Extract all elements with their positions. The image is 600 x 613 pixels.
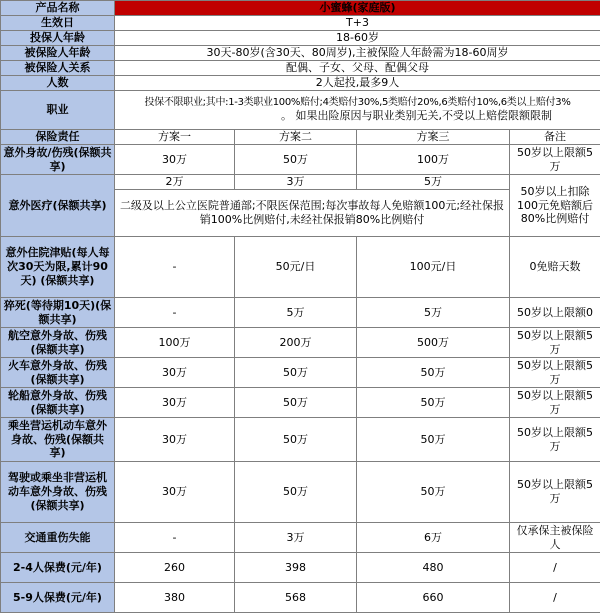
aviation-plan1: 100万 — [115, 328, 235, 358]
bus-plan3: 50万 — [357, 418, 510, 462]
sudden-death-plan1: - — [115, 298, 235, 328]
ship-plan2: 50万 — [235, 388, 357, 418]
train-plan3: 50万 — [357, 358, 510, 388]
premium-5-9-note: / — [510, 583, 600, 613]
driving-plan3: 50万 — [357, 462, 510, 523]
hospital-allowance-plan2: 50元/日 — [235, 237, 357, 298]
premium-2-4-plan2: 398 — [235, 553, 357, 583]
effective-date-value: T+3 — [115, 16, 600, 31]
medical-note: 50岁以上扣除100元免赔额后80%比例赔付 — [510, 175, 600, 237]
product-name-label: 产品名称 — [1, 1, 115, 16]
traffic-disability-label: 交通重伤失能 — [1, 523, 115, 553]
medical-desc: 二级及以上公立医院普通部;不限医保范围;每次事故每人免赔额100元;经社保报销100%比例赔付,未经社保报销80%比例赔付 — [115, 190, 510, 237]
ship-note: 50岁以上限额5万 — [510, 388, 600, 418]
accident-death-label: 意外身故/伤残(保额共享) — [1, 145, 115, 175]
occupation-label: 职业 — [1, 91, 115, 130]
premium-5-9-plan2: 568 — [235, 583, 357, 613]
accident-death-plan1: 30万 — [115, 145, 235, 175]
driving-plan1: 30万 — [115, 462, 235, 523]
accident-death-note: 50岁以上限额5万 — [510, 145, 600, 175]
policyholder-age-value: 18-60岁 — [115, 31, 600, 46]
ship-plan3: 50万 — [357, 388, 510, 418]
sudden-death-plan3: 5万 — [357, 298, 510, 328]
sudden-death-label: 猝死(等待期10天)(保额共享) — [1, 298, 115, 328]
traffic-disability-plan2: 3万 — [235, 523, 357, 553]
premium-2-4-label: 2-4人保费(元/年) — [1, 553, 115, 583]
medical-label: 意外医疗(保额共享) — [1, 175, 115, 237]
aviation-label: 航空意外身故、伤残(保额共享) — [1, 328, 115, 358]
accident-death-plan3: 100万 — [357, 145, 510, 175]
plan3-header: 方案三 — [357, 130, 510, 145]
train-note: 50岁以上限额5万 — [510, 358, 600, 388]
sudden-death-note: 50岁以上限额0 — [510, 298, 600, 328]
hospital-allowance-plan1: - — [115, 237, 235, 298]
insured-relation-value: 配偶、子女、父母、配偶父母 — [115, 61, 600, 76]
plan1-header: 方案一 — [115, 130, 235, 145]
accident-death-plan2: 50万 — [235, 145, 357, 175]
medical-plan2: 3万 — [235, 175, 357, 190]
sudden-death-plan2: 5万 — [235, 298, 357, 328]
headcount-value: 2人起投,最多9人 — [115, 76, 600, 91]
train-plan1: 30万 — [115, 358, 235, 388]
driving-note: 50岁以上限额5万 — [510, 462, 600, 523]
premium-5-9-plan3: 660 — [357, 583, 510, 613]
insured-age-label: 被保险人年龄 — [1, 46, 115, 61]
driving-label: 驾驶或乘坐非营运机动车意外身故、伤残(保额共享) — [1, 462, 115, 523]
aviation-plan3: 500万 — [357, 328, 510, 358]
product-name-value: 小蜜蜂(家庭版) — [115, 1, 600, 16]
premium-2-4-plan3: 480 — [357, 553, 510, 583]
hospital-allowance-plan3: 100元/日 — [357, 237, 510, 298]
bus-label: 乘坐营运机动车意外身故、伤残(保额共享) — [1, 418, 115, 462]
premium-2-4-note: / — [510, 553, 600, 583]
traffic-disability-plan1: - — [115, 523, 235, 553]
premium-5-9-plan1: 380 — [115, 583, 235, 613]
hospital-allowance-note: 0免赔天数 — [510, 237, 600, 298]
train-plan2: 50万 — [235, 358, 357, 388]
traffic-disability-note: 仅承保主被保险人 — [510, 523, 600, 553]
ship-label: 轮船意外身故、伤残(保额共享) — [1, 388, 115, 418]
note-header: 备注 — [510, 130, 600, 145]
occupation-desc — [115, 91, 600, 130]
bus-plan2: 50万 — [235, 418, 357, 462]
ship-plan1: 30万 — [115, 388, 235, 418]
effective-date-label: 生效日 — [1, 16, 115, 31]
policyholder-age-label: 投保人年龄 — [1, 31, 115, 46]
medical-plan3: 5万 — [357, 175, 510, 190]
insured-relation-label: 被保险人关系 — [1, 61, 115, 76]
bus-plan1: 30万 — [115, 418, 235, 462]
aviation-plan2: 200万 — [235, 328, 357, 358]
train-label: 火车意外身故、伤残(保额共享) — [1, 358, 115, 388]
medical-plan1: 2万 — [115, 175, 235, 190]
plan2-header: 方案二 — [235, 130, 357, 145]
headcount-label: 人数 — [1, 76, 115, 91]
hospital-allowance-label: 意外住院津贴(每人每次30天为限,累计90天) (保额共享) — [1, 237, 115, 298]
insured-age-value: 30天-80岁(含30天、80周岁),主被保险人年龄需为18-60周岁 — [115, 46, 600, 61]
coverage-header-label: 保险责任 — [1, 130, 115, 145]
bus-note: 50岁以上限额5万 — [510, 418, 600, 462]
driving-plan2: 50万 — [235, 462, 357, 523]
premium-5-9-label: 5-9人保费(元/年) — [1, 583, 115, 613]
aviation-note: 50岁以上限额5万 — [510, 328, 600, 358]
premium-2-4-plan1: 260 — [115, 553, 235, 583]
traffic-disability-plan3: 6万 — [357, 523, 510, 553]
occupation-line2: 。 如果出险原因与职业类别无关,不受以上赔偿限额限制 — [117, 109, 598, 123]
occupation-line1: 投保不限职业;其中:1-3类职业100%赔付;4类赔付30%,5类赔付20%,6类赔付10%,6类以上赔付3% — [117, 97, 598, 110]
